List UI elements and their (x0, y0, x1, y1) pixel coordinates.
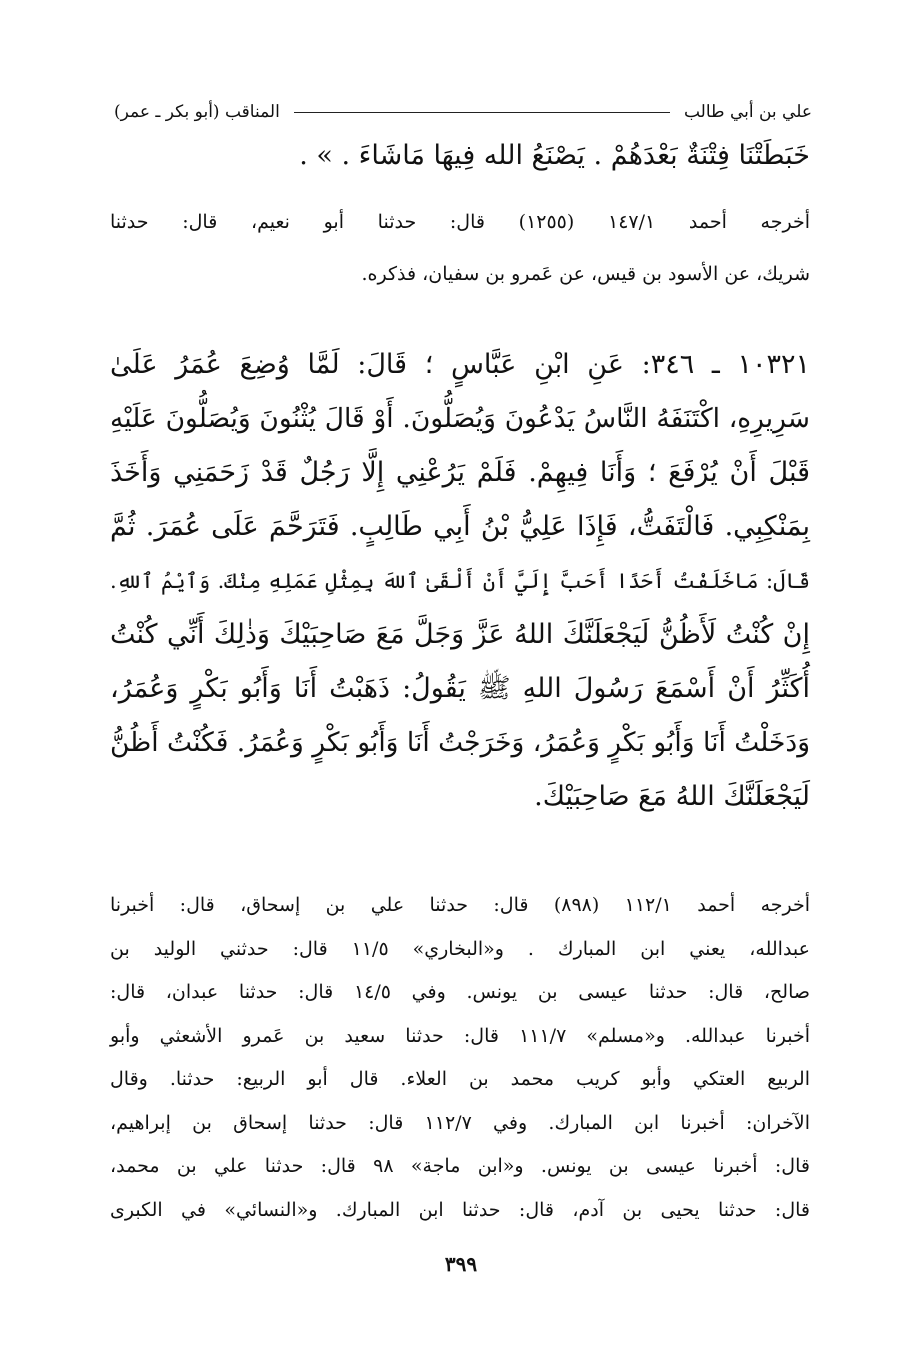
text-line: قَالَ: مَاخَلَفْتُ أَحَدًا أَحَبَّ إِلَيَّ أَنْ أَلْقَىٰ ٱللهَ بِمِثْلِ عَمَلِهِ مِنْكَ. وَٱيْمُ ٱللهِ. (110, 569, 810, 593)
text-line: أُكَثِّرُ أَنْ أَسْمَعَ رَسُولَ اللهِ ﷺ يَقُولُ: ذَهَبْتُ أَنَا وَأَبُو بَكْرٍ وَعُمَرُ، (110, 673, 811, 704)
text-line: قَبْلَ أَنْ يُرْفَعَ ؛ وَأَنَا فِيهِمْ. فَلَمْ يَرُعْنِي إِلَّا رَجُلٌ قَدْ زَحَمَنِي وَأَخَذَ (110, 457, 810, 488)
text-line: الآخران: أخبرنا ابن المبارك. وفي ١١٢/٧ قال: حدثنا إسحاق بن إبراهيم، (110, 1111, 810, 1134)
text-line: صالح، قال: حدثنا عيسى بن يونس. وفي ١٤/٥ قال: حدثنا عبدان، قال: (110, 981, 810, 1003)
header-section-title: المناقب (أبو بكر ـ عمر) (114, 102, 280, 122)
text-line: قال: حدثنا يحيى بن آدم، قال: حدثنا ابن المبارك. و«النسائي» في الكبرى (110, 1198, 810, 1221)
header-author: علي بن أبي طالب (683, 102, 812, 122)
text-line: أخرجه أحمد ١١٢/١ (٨٩٨) قال: حدثنا علي بن إسحاق، قال: أخبرنا (110, 894, 811, 916)
text-line: عبدالله، يعني ابن المبارك . و«البخاري» ١١/٥ قال: حدثني الوليد بن (110, 937, 810, 960)
text-line: شريك، عن الأسود بن قيس، عن عَمرو بن سفيان، فذكره. (361, 263, 810, 285)
takhrij-note-1 (110, 196, 810, 300)
text-line: بِمَنْكِبِي. فَالْتَفَتُّ، فَإِذَا عَلِيُّ بْنُ أَبِي طَالِبٍ. فَتَرَحَّمَ عَلَى عُمَرَ. ثُمَّ (110, 511, 810, 542)
text-line: أخرجه أحمد ١٤٧/١ (١٢٥٥) قال: حدثنا أبو نعيم، قال: حدثنا (110, 211, 810, 233)
text-line: خَبَطَتْنَا فِتْنَةٌ بَعْدَهُمْ . يَصْنَعُ الله فِيهَا مَاشَاءَ . » . (299, 140, 810, 171)
text-line: وَدَخَلْتُ أَنَا وَأَبُو بَكْرٍ وَعُمَرُ، وَخَرَجْتُ أَنَا وَأَبُو بَكْرٍ وَعُمَرُ. فَكُنْتُ أَظُنُّ (110, 727, 810, 758)
running-header (114, 98, 812, 126)
text-line: لَيَجْعَلَنَّكَ اللهُ مَعَ صَاحِبَيْكَ. (534, 781, 810, 812)
header-rule (294, 112, 670, 113)
page-number: ٣٩٩ (444, 1252, 478, 1276)
hadith-text (110, 338, 810, 824)
text-line: قال: أخبرنا عيسى بن يونس. و«ابن ماجة» ٩٨ قال: حدثنا علي بن محمد، (110, 1155, 810, 1177)
hadith-continuation (110, 132, 810, 180)
text-line: سَرِيرِهِ، اكْتَنَفَهُ النَّاسُ يَدْعُونَ وَيُصَلُّونَ. أَوْ قَالَ يُثْنُونَ وَيُصَلُّونَ عَلَيْهِ (110, 403, 810, 434)
text-line: ١٠٣٢١ ـ ٣٤٦: عَنِ ابْنِ عَبَّاسٍ ؛ قَالَ: لَمَّا وُضِعَ عُمَرُ عَلَىٰ (110, 349, 810, 380)
text-line: أخبرنا عبدالله. و«مسلم» ١١١/٧ قال: حدثنا سعيد بن عَمرو الأشعثي وأبو (110, 1024, 810, 1047)
text-line: الربيع العتكي وأبو كريب محمد بن العلاء. قال أبو الربيع: حدثنا. وقال (110, 1068, 810, 1090)
text-line: إِنْ كُنْتُ لَأَظُنُّ لَيَجْعَلَنَّكَ اللهُ عَزَّ وَجَلَّ مَعَ صَاحِبَيْكَ وَذٰلِكَ أَنِّي كُنْتُ (110, 619, 810, 650)
takhrij-note-2 (110, 884, 810, 1232)
